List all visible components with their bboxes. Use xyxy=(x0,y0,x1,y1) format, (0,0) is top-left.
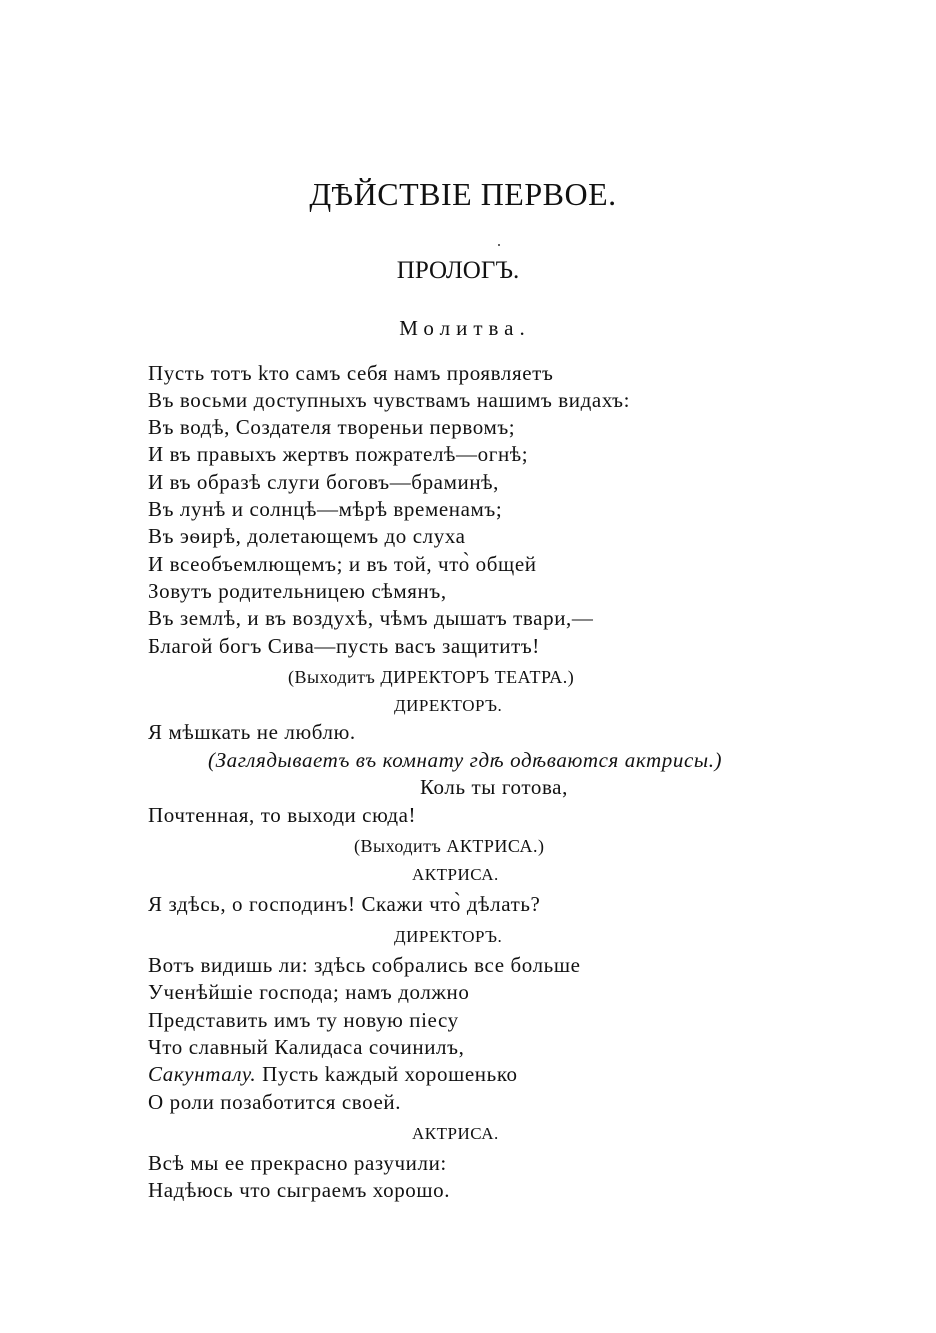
director-speech-line: Что славный Калидаса сочинилъ, xyxy=(148,1035,465,1059)
stage-direction-looks: (Заглядываетъ въ комнату гдѣ одѣваются актрисы.) xyxy=(208,748,723,772)
actress-speech-line: Всѣ мы ее прекрасно разучили: xyxy=(148,1151,447,1175)
director-speech-line: Представить имъ ту новую піесу xyxy=(148,1008,459,1032)
director-line: Коль ты готова, xyxy=(420,775,568,799)
director-speech-line: Ученѣйшіе господа; намъ должно xyxy=(148,980,470,1004)
prayer-line: И всеобъемлющемъ; и въ той, что̀ общей xyxy=(148,552,537,576)
director-speech-line: О роли позаботится своей. xyxy=(148,1090,402,1114)
director-line: Я мѣшкать не люблю. xyxy=(148,720,356,744)
prayer-line: Пусть тотъ kто самъ себя намъ проявляетъ xyxy=(148,361,554,385)
prayer-line: Въ водѣ, Создателя твореньи первомъ; xyxy=(148,415,516,439)
director-speech-line: Вотъ видишь ли: здѣсь собрались все больше xyxy=(148,953,581,977)
director-line: Почтенная, то выходи сюда! xyxy=(148,803,417,827)
ink-speck xyxy=(498,244,500,246)
director-speech-line xyxy=(148,1064,518,1085)
act-title: ДѢЙСТВІЕ ПЕРВОЕ. xyxy=(309,176,617,212)
speaker-director: ДИРЕКТОРЪ. xyxy=(394,927,503,946)
speaker-director: ДИРЕКТОРЪ. xyxy=(394,696,503,715)
prayer-line: Въ землѣ, и въ воздухѣ, чѣмъ дышатъ твари,— xyxy=(148,606,594,630)
prayer-line: Благой богъ Сива—пусть васъ защититъ! xyxy=(148,634,540,658)
stage-direction-enter-actress: (Выходитъ АКТРИСА.) xyxy=(354,836,545,856)
prologue-title: ПРОЛОГЪ. xyxy=(396,257,520,284)
prayer-line: Въ лунѣ и солнцѣ—мѣрѣ временамъ; xyxy=(148,497,503,521)
stage-direction-enter-director: (Выходитъ ДИРЕКТОРЪ ТЕАТРА.) xyxy=(288,667,575,687)
prayer-title: Молитва. xyxy=(399,316,531,340)
speaker-actress: АКТРИСА. xyxy=(412,865,499,884)
actress-speech-line: Надѣюсь что сыграемъ хорошо. xyxy=(148,1178,451,1202)
prayer-line: И въ образѣ слуги боговъ—браминѣ, xyxy=(148,470,500,494)
prayer-line: Въ восьми доступныхъ чувствамъ нашимъ видахъ: xyxy=(148,388,631,412)
prayer-line: И въ правыхъ жертвъ пожрателѣ—огнѣ; xyxy=(148,442,529,466)
prayer-line: Зовутъ родительницею сѣмянъ, xyxy=(148,579,447,603)
speaker-actress: АКТРИСА. xyxy=(412,1124,499,1143)
actress-line: Я здѣсь, о господинъ! Скажи что̀ дѣлать? xyxy=(148,892,541,916)
play-title-italic: Сакунталу. xyxy=(148,1062,257,1086)
director-speech-rest: Пусть kаждый хорошенько xyxy=(256,1062,518,1086)
prayer-line: Въ эѳирѣ, долетающемъ до слуха xyxy=(148,524,466,548)
